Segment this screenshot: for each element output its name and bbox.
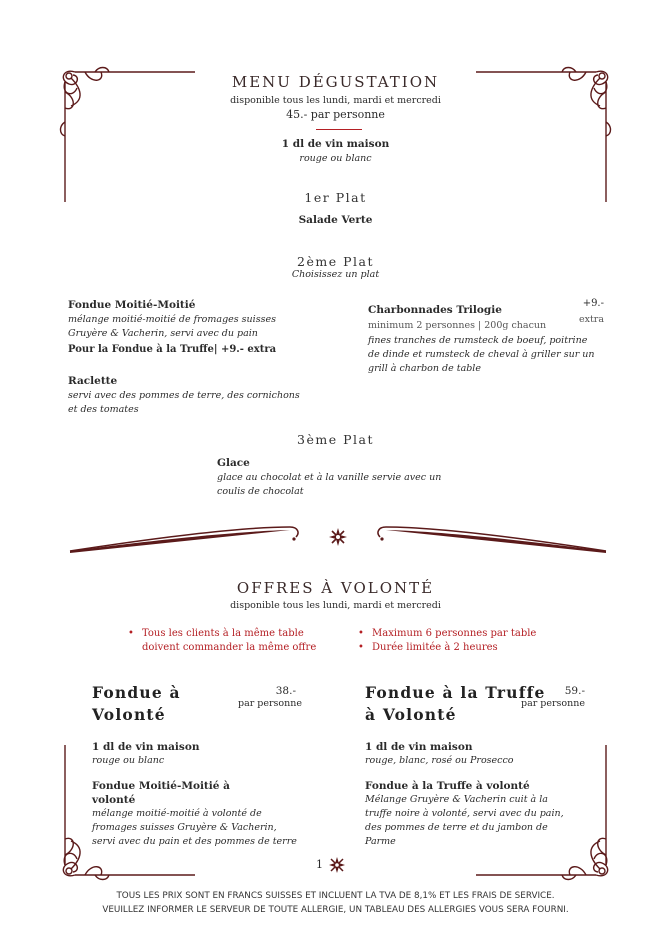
offre-fondue-title-1: Fondue à <box>92 683 181 702</box>
fondue-item <box>68 298 338 358</box>
footer-line-1: TOUS LES PRIX SONT EN FRANCS SUISSES ET INCLUENT LA TVA DE 8,1% ET LES FRAIS DE SERVICE. <box>116 891 555 901</box>
rules-right-list <box>358 627 578 655</box>
menu-wine-title: 1 dl de vin maison <box>281 138 390 150</box>
menu-price: 45.- par personne <box>286 108 385 121</box>
offre-truffe-desc-3: des pommes de terre et du jambon de <box>365 822 548 833</box>
plat1-heading: 1er Plat <box>304 190 367 205</box>
fondue-desc-1: mélange moitié-moitié de fromages suisses <box>68 314 276 325</box>
offre-truffe-title-1: Fondue à la Truffe <box>365 683 546 702</box>
snowflake-ornament-icon <box>328 856 346 874</box>
fondue-name: Fondue Moitié-Moitié <box>68 299 196 311</box>
offre-truffe-desc-1: Mélange Gruyère & Vacherin cuit à la <box>365 794 548 805</box>
offre-truffe-wine-choice: rouge, blanc, rosé ou Prosecco <box>365 755 514 766</box>
plat2-heading: 2ème Plat <box>297 254 374 269</box>
charbonnades-minimum: minimum 2 personnes | 200g chacun <box>368 320 547 331</box>
section-divider-ornament <box>68 515 608 560</box>
offre-fondue-price-unit: par personne <box>237 698 302 709</box>
offre-fondue-desc-1: mélange moitié-moitié à volonté de <box>92 808 262 819</box>
offre-fondue-dish-2: volonté <box>92 794 136 806</box>
offre-fondue-price: 38.- <box>275 685 296 697</box>
offres-title: OFFRES À VOLONTÉ <box>236 579 435 597</box>
glace-desc-2: coulis de chocolat <box>217 486 304 497</box>
offre-fondue-desc-2: fromages suisses Gruyère & Vacherin, <box>92 822 277 833</box>
offre-truffe-desc-2: truffe noire à volonté, servi avec du pain, <box>365 808 564 819</box>
offre-truffe-price: 59.- <box>564 685 585 697</box>
charbonnades-desc-3: grill à charbon de table <box>368 363 481 374</box>
offre-fondue-wine-title: 1 dl de vin maison <box>92 741 200 753</box>
divider <box>316 129 362 130</box>
menu-wine-choice: rouge ou blanc <box>299 153 372 164</box>
rule-item: • Durée limitée à 2 heures <box>358 641 578 655</box>
charbonnades-extra: extra <box>578 314 604 325</box>
charbonnades-supplement: +9.- <box>582 298 604 309</box>
offre-truffe-details <box>365 740 595 849</box>
page-number: 1 <box>316 858 323 871</box>
menu-availability: disponible tous les lundi, mardi et mercredi <box>230 95 441 106</box>
glace-desc-1: glace au chocolat et à la vanille servie avec un <box>217 472 442 483</box>
offre-fondue-desc-3: servi avec du pain et des pommes de terre <box>92 836 297 847</box>
raclette-desc-2: et des tomates <box>68 404 139 415</box>
plat3-heading: 3ème Plat <box>297 432 374 447</box>
charbonnades-name: Charbonnades Trilogie <box>368 304 502 316</box>
plat2-subtitle: Choisissez un plat <box>291 269 380 280</box>
glace-item <box>217 456 477 499</box>
offre-fondue-details <box>92 740 322 849</box>
offre-truffe-desc-4: Parme <box>365 836 396 847</box>
plat1-dish: Salade Verte <box>298 214 373 226</box>
charbonnades-item <box>368 298 608 376</box>
offre-truffe-title-2: à Volonté <box>365 705 457 724</box>
rule-item: • Maximum 6 personnes par table <box>358 627 578 641</box>
glace-name: Glace <box>217 457 250 469</box>
rule-item: • Tous les clients à la même table doivent commander la même offre <box>128 627 338 655</box>
charbonnades-desc-1: fines tranches de rumsteck de boeuf, poitrine <box>368 335 588 346</box>
charbonnades-desc-2: de dinde et rumsteck de cheval à griller sur un <box>368 349 595 360</box>
offre-fondue-dish-1: Fondue Moitié-Moitié à <box>92 780 230 792</box>
footer-line-2: VEUILLEZ INFORMER LE SERVEUR DE TOUTE ALLERGIE, UN TABLEAU DES ALLERGIES VOUS SERA FOURNI. <box>102 905 569 915</box>
raclette-item <box>68 374 338 417</box>
offres-availability: disponible tous les lundi, mardi et mercredi <box>230 600 441 611</box>
offre-truffe-wine-title: 1 dl de vin maison <box>365 741 473 753</box>
fondue-truffle-supplement: Pour la Fondue à la Truffe| +9.- extra <box>68 344 277 355</box>
offre-fondue-wine-choice: rouge ou blanc <box>92 755 165 766</box>
offre-truffe <box>365 682 595 726</box>
raclette-name: Raclette <box>68 375 118 387</box>
fondue-desc-2: Gruyère & Vacherin, servi avec du pain <box>68 328 258 339</box>
offre-fondue <box>92 682 312 726</box>
menu-title: MENU DÉGUSTATION <box>231 73 440 91</box>
offre-truffe-dish: Fondue à la Truffe à volonté <box>365 780 530 792</box>
offre-truffe-price-unit: par personne <box>520 698 585 709</box>
raclette-desc-1: servi avec des pommes de terre, des cornichons <box>68 390 300 401</box>
rules-left-list <box>128 627 338 655</box>
offre-fondue-title-2: Volonté <box>92 705 166 724</box>
